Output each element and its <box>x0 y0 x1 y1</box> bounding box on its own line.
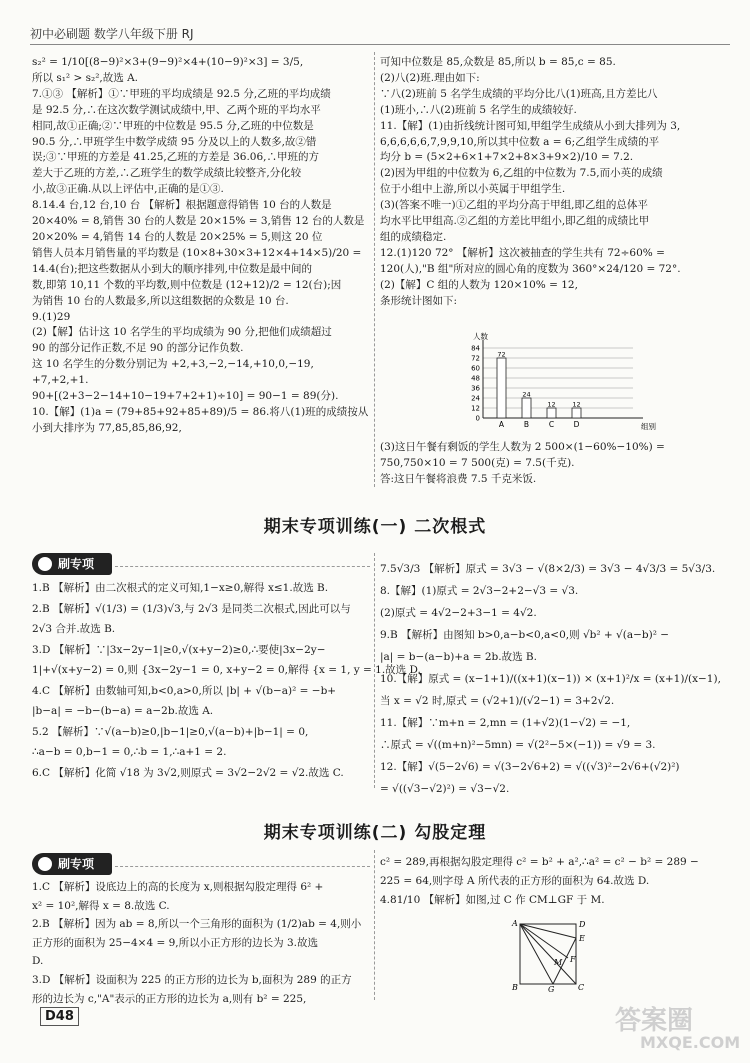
x-tick-label: C <box>548 420 555 429</box>
answer-line: 225 = 64,则字母 A 所代表的正方形的面积为 64.故选 D. <box>380 875 650 887</box>
answer-line: 12.(1)120 72° 【解析】这次被抽查的学生共有 72÷60% = <box>380 246 665 259</box>
top-left-column <box>32 55 372 437</box>
answer-line: 7.5√3/3 【解析】原式 = 3√3 − √(8×2/3) = 3√3 − 4√3/3 = 5√3/3. <box>380 563 716 575</box>
y-tick-label: 24 <box>471 394 480 403</box>
answer-line: 数,即第 10,11 个数的平均数,则中位数是 (12+12)/2 = 12(台);因 <box>32 278 342 291</box>
answer-line: 4.C 【解析】由数轴可知,b<0,a>0,所以 |b| + √(b−a)² = −b+ <box>32 684 337 697</box>
point-label: D <box>579 920 586 929</box>
badge-rule <box>115 866 370 867</box>
data-label: 72 <box>497 350 506 359</box>
answer-line: 8.【解】(1)原式 = 2√3−2+2−√3 = √3. <box>380 585 579 597</box>
answer-line: 小,故③正确.从以上评估中,正确的是①③. <box>32 183 224 196</box>
after-chart-text <box>380 440 725 488</box>
point-label: M <box>554 958 563 967</box>
answer-line: 1|+√(x+y−2) = 0,则 {3x−2y−1 = 0, x+y−2 = 0,解得 {x = 1, y = 1.故选 D. <box>32 664 421 676</box>
page-number: D48 <box>40 1007 79 1026</box>
answer-line: (1)班小,∴八(2)班前 5 名学生的成绩较好. <box>380 103 577 116</box>
point-label: A <box>512 919 518 928</box>
answer-line: 相同,故①正确;②∵甲班的中位数是 95.5 分,乙班的中位数是 <box>32 119 314 132</box>
answer-line: 组的成绩稳定. <box>380 230 447 243</box>
answer-line: (2)因为甲组的中位数为 6,乙组的中位数为 7.5,而小英的成绩 <box>380 167 663 180</box>
answer-line: 4.81/10 【解析】如图,过 C 作 CM⊥GF 于 M. <box>380 894 605 906</box>
data-label: 12 <box>572 400 581 409</box>
section2-title: 期末专项训练(二) 勾股定理 <box>263 823 487 843</box>
section2-badge <box>32 853 112 875</box>
answer-line: 14.4(台);把这些数据从小到大的顺序排列,中位数是最中间的 <box>32 262 312 275</box>
pen-icon <box>38 857 52 871</box>
answer-line: 答:这日午餐将浪费 7.5 千克米饭. <box>380 472 537 485</box>
answer-line: 是 92.5 分,∴在这次数学测试成绩中,甲、乙两个班的平均水平 <box>32 103 321 116</box>
section1-badge-label: 刷专项 <box>58 557 95 571</box>
answer-line: 条形统计图如下: <box>380 294 458 307</box>
bar-A <box>497 358 506 418</box>
geometry-figure <box>508 918 598 993</box>
answer-line: (2)【解】估计这 10 名学生的平均成绩为 90 分,把他们成绩超过 <box>32 326 332 339</box>
answer-line: 2√3 合并.故选 B. <box>32 623 116 635</box>
answer-line: 2.B 【解析】因为 ab = 8,所以一个三角形的面积为 (1/2)ab = 4,则小 <box>32 918 362 931</box>
point-label: B <box>512 983 518 992</box>
section2-right <box>380 853 725 910</box>
answer-line: 误;③∵甲班的方差是 41.25,乙班的方差是 36.06,∴甲班的方 <box>32 151 320 164</box>
answer-line: 10.【解】原式 = (x−1+1)/((x+1)(x−1)) × (x+1)²/x = (x+1)/(x−1), <box>380 673 721 685</box>
answer-line: 小到大排序为 77,85,85,86,92, <box>32 421 182 434</box>
watermark-logo: 答案圈 <box>615 1006 694 1036</box>
answer-line: (3)(答案不唯一)①乙组的平均分高于甲组,即乙组的总体平 <box>380 199 648 212</box>
answer-line: 5.2 【解析】∵√(a−b)≥0,|b−1|≥0,√(a−b)+|b−1| = 0, <box>32 725 309 738</box>
header-rule <box>30 44 730 45</box>
section2-divider <box>374 850 375 1000</box>
answer-line: (3)这日午餐有剩饭的学生人数为 2 500×(1−60%−10%) = <box>380 441 665 453</box>
section2-badge-label: 刷专项 <box>58 857 95 871</box>
answer-line: (2)【解】C 组的人数为 120×10% = 12, <box>380 278 578 291</box>
answer-line: 当 x = √2 时,原式 = (√2+1)/(√2−1) = 3+2√2. <box>380 695 615 707</box>
answer-line: c² = 289,再根据勾股定理得 c² = b² + a²,∴a² = c² − b² = 289 − <box>380 856 699 868</box>
answer-line: ∴原式 = √((m+n)²−5mn) = √(2²−5×(−1)) = √9 = 3. <box>380 739 656 751</box>
point-label: E <box>579 934 585 943</box>
data-label: 24 <box>522 390 531 399</box>
pen-icon <box>38 557 52 571</box>
section2-left <box>32 878 372 1008</box>
answer-line: = √((√3−√2)²) = √3−√2. <box>380 783 510 795</box>
answer-line: (2)原式 = 4√2−2+3−1 = 4√2. <box>380 607 537 619</box>
bar-chart <box>455 332 656 431</box>
answer-line: 均水平比甲组高.②乙组的方差比甲组小,即乙组的成绩比甲 <box>380 215 650 228</box>
answer-line: 7.①③ 【解析】①∵甲班的平均成绩是 92.5 分,乙班的平均成绩 <box>32 87 331 100</box>
answer-line: 所以 s₁² > s₂²,故选 A. <box>32 71 139 84</box>
answer-line: 可知中位数是 85,众数是 85,所以 b = 85,c = 85. <box>380 56 616 68</box>
watermark-url: MXQE.COM <box>640 1033 741 1052</box>
x-tick-label: A <box>498 420 505 429</box>
answer-line: 位于小组中上游,所以小英属于甲组学生. <box>380 183 566 196</box>
section1-title: 期末专项训练(一) 二次根式 <box>263 517 487 537</box>
answer-line: D. <box>32 955 44 968</box>
y-tick-label: 12 <box>471 404 480 413</box>
answer-line: 3.D 【解析】∵|3x−2y−1|≥0,√(x+y−2)≥0,∴要使|3x−2y− <box>32 643 326 656</box>
y-tick-label: 72 <box>471 354 480 363</box>
answer-line: 9.B 【解析】由图知 b>0,a−b<0,a<0,则 √b² + √(a−b)² − <box>380 629 670 641</box>
answer-line: 12.【解】√(5−2√6) = √(3−2√6+2) = √((√3)²−2√6+(√2)²) <box>380 761 680 773</box>
y-tick-label: 0 <box>475 414 480 423</box>
answer-line: ∵八(2)班前 5 名学生成绩的平均分比八(1)班高,且方差比八 <box>380 87 658 100</box>
bar-D <box>572 408 581 418</box>
answer-line: 120(人),"B 组"所对应的圆心角的度数为 360°×24/120 = 72°. <box>380 262 681 275</box>
answer-line: |a| = b−(a−b)+a = 2b.故选 B. <box>380 651 537 663</box>
answer-line: |b−a| = −b−(b−a) = a−2b.故选 A. <box>32 705 214 717</box>
answer-line: 差大于乙班的方差,∴乙班学生的数学成绩比较整齐,分化较 <box>32 167 302 180</box>
x-axis-label: 组别 <box>641 422 656 431</box>
answer-line: 均分 b = (5×2+6×1+7×2+8×3+9×2)/10 = 7.2. <box>380 151 634 164</box>
answer-line: 20×20% = 4,销售 14 台的人数是 20×25% = 5,则这 20 位 <box>32 230 323 243</box>
page-header: 初中必刷题 数学八年级下册 RJ <box>30 27 194 41</box>
x-tick-label: D <box>573 420 580 429</box>
point-label: C <box>578 983 585 992</box>
y-tick-label: 60 <box>471 364 480 373</box>
answer-line: x² = 10²,解得 x = 8.故选 C. <box>32 899 170 912</box>
answer-line: 90 的部分记作正数,不足 90 的部分记作负数. <box>32 342 244 355</box>
answer-line: (2)八(2)班.理由如下: <box>380 71 480 84</box>
point-label: F <box>570 955 576 964</box>
bar-C <box>547 408 556 418</box>
section1-left <box>32 578 421 783</box>
data-label: 12 <box>547 400 556 409</box>
answer-line: 11.【解】∵m+n = 2,mn = (1+√2)(1−√2) = −1, <box>380 717 631 729</box>
point-label: G <box>548 985 555 994</box>
answer-line: 6.C 【解析】化简 √18 为 3√2,则原式 = 3√2−2√2 = √2.故选 C. <box>32 766 344 779</box>
answer-line: 20×40% = 8,销售 30 台的人数是 20×15% = 3,销售 12 台的人数是 <box>32 215 365 228</box>
answer-line: 6,6,6,6,6,7,9,9,10,所以其中位数 a = 6;乙组学生成绩的平 <box>380 135 660 148</box>
answer-line: 11.【解】(1)由折线统计图可知,甲组学生成绩从小到大排列为 3, <box>380 119 681 132</box>
section1-right <box>380 558 725 800</box>
y-tick-label: 36 <box>471 384 480 393</box>
answer-line: 这 10 名学生的分数分别记为 +2,+3,−2,−14,+10,0,−19, <box>32 358 314 371</box>
answer-line: 10.【解】(1)a = (79+85+92+85+89)/5 = 86.将八(1)班的成绩按从 <box>32 405 369 418</box>
section1-badge <box>32 553 112 575</box>
answer-line: 9.(1)29 <box>32 310 71 323</box>
badge-rule <box>115 566 370 567</box>
answer-line: 90+[(2+3−2−14+10−19+7+2+1)÷10] = 90−1 = 89(分). <box>32 390 339 403</box>
bar-B <box>522 398 531 418</box>
x-tick-label: B <box>523 420 530 429</box>
answer-line: 形的边长为 c,"A"表示的正方形的边长为 a,则有 b² = 225, <box>32 992 307 1005</box>
answer-line: 1.C 【解析】设底边上的高的长度为 x,则根据勾股定理得 6² + <box>32 881 324 893</box>
y-tick-label: 48 <box>471 374 480 383</box>
answer-line: 为销售 10 台的人数最多,所以这组数据的众数是 10 台. <box>32 294 289 307</box>
answer-line: s₂² = 1/10[(8−9)²×3+(9−9)²×4+(10−9)²×3] = 3/5, <box>32 56 304 68</box>
answer-line: 3.D 【解析】设面积为 225 的正方形的边长为 b,面积为 289 的正方 <box>32 973 352 986</box>
answer-line: 90.5 分,∴甲班学生中数学成绩 95 分及以上的人数多,故②错 <box>32 135 317 148</box>
top-right-column <box>380 55 725 310</box>
y-axis-label: 人数 <box>473 332 488 341</box>
answer-line: 正方形的面积为 25−4×4 = 9,所以小正方形的边长为 3.故选 <box>32 936 319 949</box>
answer-line: ∴a−b = 0,b−1 = 0,∴b = 1,∴a+1 = 2. <box>32 746 227 758</box>
y-tick-label: 84 <box>471 344 480 353</box>
answer-line: 1.B 【解析】由二次根式的定义可知,1−x≥0,解得 x≤1.故选 B. <box>32 582 329 594</box>
answer-line: 销售人员本月销售量的平均数是 (10×8+30×3+12×4+14×5)/20 = <box>32 246 362 259</box>
answer-line: 8.14.4 台,12 台,10 台 【解析】根据题意得销售 10 台的人数是 <box>32 199 332 212</box>
answer-line: 2.B 【解析】√(1/3) = (1/3)√3,与 2√3 是同类二次根式,因此可以与 <box>32 602 351 615</box>
answer-line: +7,+2,+1. <box>32 374 89 387</box>
column-divider <box>374 52 375 487</box>
answer-line: 750,750×10 = 7 500(克) = 7.5(千克). <box>380 456 575 469</box>
